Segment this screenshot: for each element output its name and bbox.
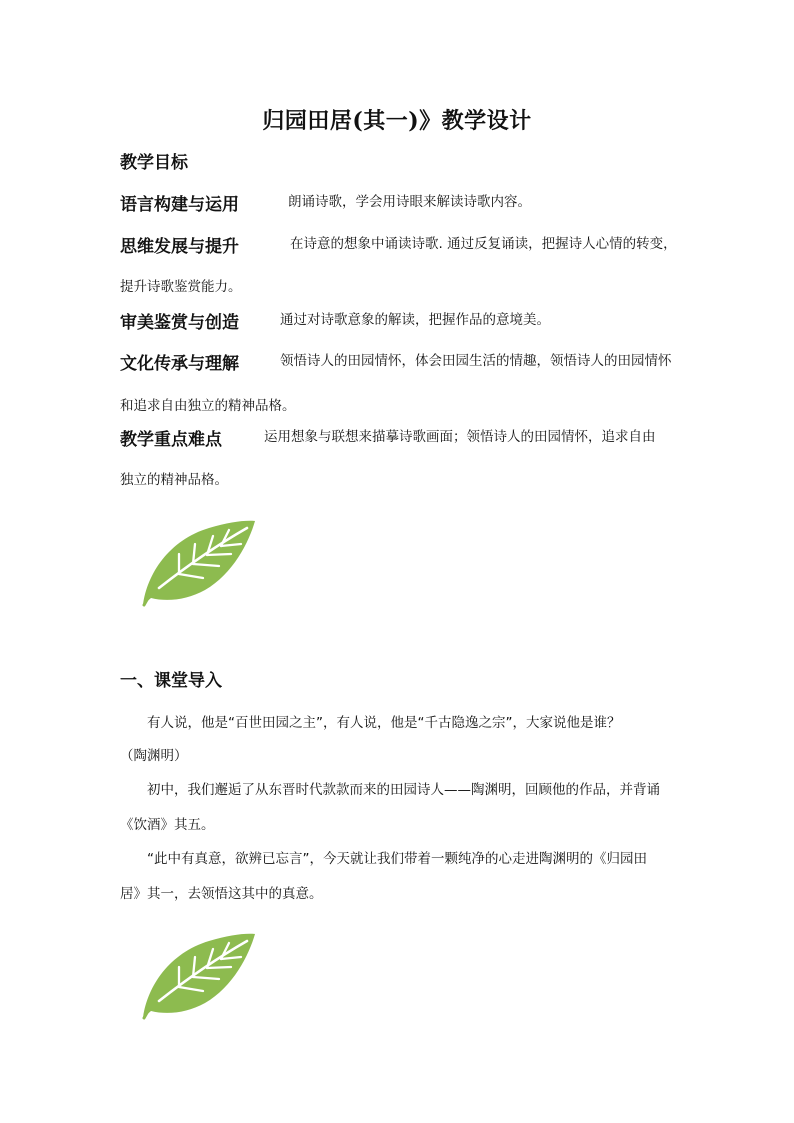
goal-text: 在诗意的想象中诵读诗歌. 通过反复诵读，把握诗人心情的转变， bbox=[290, 236, 677, 252]
paragraph-line: 初中，我们邂逅了从东晋时代款款而来的田园诗人——陶渊明，回顾他的作品，并背诵 bbox=[147, 782, 660, 798]
goal-text-continuation: 和追求自由独立的精神品格。 bbox=[120, 398, 296, 414]
paragraph-line: 居》其一，去领悟这其中的真意。 bbox=[120, 886, 323, 902]
goal-label: 语言构建与运用 bbox=[120, 195, 239, 215]
paragraph-line: 有人说，他是“百世田园之主”，有人说，他是“千古隐逸之宗”，大家说他是谁？ bbox=[147, 715, 621, 731]
key-points-label: 教学重点难点 bbox=[120, 430, 222, 450]
goal-label: 审美鉴赏与创造 bbox=[120, 313, 239, 333]
paragraph-line: “此中有真意，欲辨已忘言”，今天就让我们带着一颗纯净的心走进陶渊明的《归园田 bbox=[147, 851, 647, 867]
key-points-continuation: 独立的精神品格。 bbox=[120, 472, 228, 488]
section-heading: 一、课堂导入 bbox=[120, 671, 222, 691]
goal-text-continuation: 提升诗歌鉴赏能力。 bbox=[120, 279, 242, 295]
paragraph-line: （陶渊明） bbox=[120, 748, 188, 764]
leaf-icon bbox=[135, 925, 265, 1025]
goal-label: 文化传承与理解 bbox=[120, 354, 239, 374]
goal-text: 朗诵诗歌，学会用诗眼来解读诗歌内容。 bbox=[288, 194, 531, 210]
goals-heading: 教学目标 bbox=[120, 153, 188, 173]
goal-label: 思维发展与提升 bbox=[120, 237, 239, 257]
key-points-text: 运用想象与联想来描摹诗歌画面；领悟诗人的田园情怀，追求自由 bbox=[264, 429, 656, 445]
paragraph-line: 《饮酒》其五。 bbox=[120, 817, 215, 833]
goal-text: 通过对诗歌意象的解读，把握作品的意境美。 bbox=[280, 312, 550, 328]
document-title: 归园田居(其一)》教学设计 bbox=[262, 108, 532, 134]
leaf-icon bbox=[135, 512, 265, 612]
goal-text: 领悟诗人的田园情怀，体会田园生活的情趣，领悟诗人的田园情怀 bbox=[280, 353, 672, 369]
